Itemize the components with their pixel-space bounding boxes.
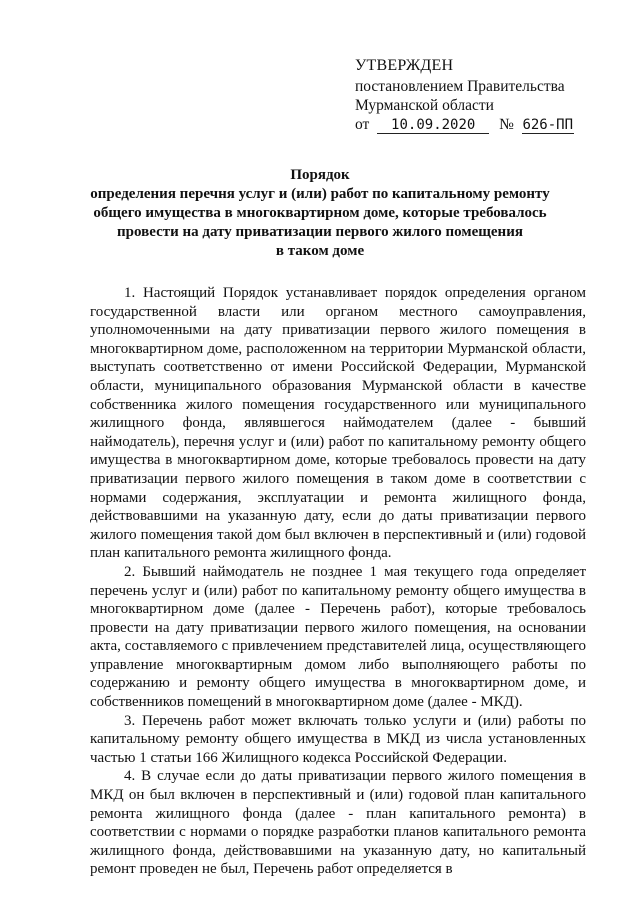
paragraph-2: 2. Бывший наймодатель не позднее 1 мая текущего года определяет перечень услуг и (или) работ по капитальному ремонту общего имущества в многоквартирном доме (далее - Перечень работ), которые требовалось провести на дату приватизации первого жилого помещения, на основании акта, составляемого с привлечением представителей лица, осуществляющего управление многоквартирным домом либо выполняющего работы по содержанию и ремонту общего имущества в многоквартирном доме, и собственников помещений в многоквартирном доме (далее - МКД).: [90, 563, 586, 711]
title-line-4: провести на дату приватизации первого жилого помещения: [117, 224, 523, 240]
date-prefix: от: [355, 116, 370, 133]
approval-block: [355, 56, 574, 134]
approval-line-1: постановлением Правительства: [355, 78, 565, 95]
title-line-5: в таком доме: [275, 243, 365, 259]
paragraph-1: 1. Настоящий Порядок устанавливает порядок определения органом государственной власти или органом местного самоуправления, уполномоченными на дату приватизации первого жилого помещения в многоквартирном доме, расположенном на территории Мурманской области, выступать соответственно от имени Российской Федерации, Мурманской области, муниципального образования Мурманской области в качестве собственника жилого помещения государственного или муниципального жилищного фонда, являвшегося наймодателем (далее - бывший наймодатель), перечня услуг и (или) работ по капитальному ремонту общего имущества в многоквартирном доме, которые требовалось провести на дату приватизации первого жилого помещения в таком доме в соответствии с нормами содержания, эксплуатации и ремонта жилищного фонда, действовавшими на указанную дату, если до даты приватизации первого жилого помещения такой дом был включен в перспективный и (или) годовой план капитального ремонта жилищного фонда.: [90, 285, 586, 562]
paragraph-4: 4. В случае если до даты приватизации первого жилого помещения в МКД он был включен в перспективный и (или) годовой план капитального ремонта жилищного фонда (далее - план капитального ремонта) в соответствии с нормами о порядке разработки планов капитального ремонта жилищного фонда, действовавшими на указанную дату, но капитальный ремонт проведен не был, Перечень работ определяется в: [90, 768, 586, 878]
approval-number: 626-ПП: [522, 117, 574, 133]
approval-heading: УТВЕРЖДЕН: [355, 57, 454, 74]
approval-line-2: Мурманской области: [355, 97, 494, 114]
paragraph-3: 3. Перечень работ может включать только услуги и (или) работы по капитальному ремонту общего имущества в МКД из числа установленных частью 1 статьи 166 Жилищного кодекса Российской Федерации.: [90, 712, 586, 766]
title-line-2: определения перечня услуг и (или) работ по капитальному ремонту: [90, 186, 550, 202]
document-body: [90, 284, 586, 879]
title-line-1: Порядок: [290, 167, 350, 183]
document-title: [60, 166, 580, 261]
title-line-3: общего имущества в многоквартирном доме, которые требовалось: [93, 205, 547, 221]
approval-date: 10.09.2020: [377, 117, 489, 134]
number-prefix: №: [499, 116, 514, 133]
approval-date-line: [355, 115, 574, 134]
